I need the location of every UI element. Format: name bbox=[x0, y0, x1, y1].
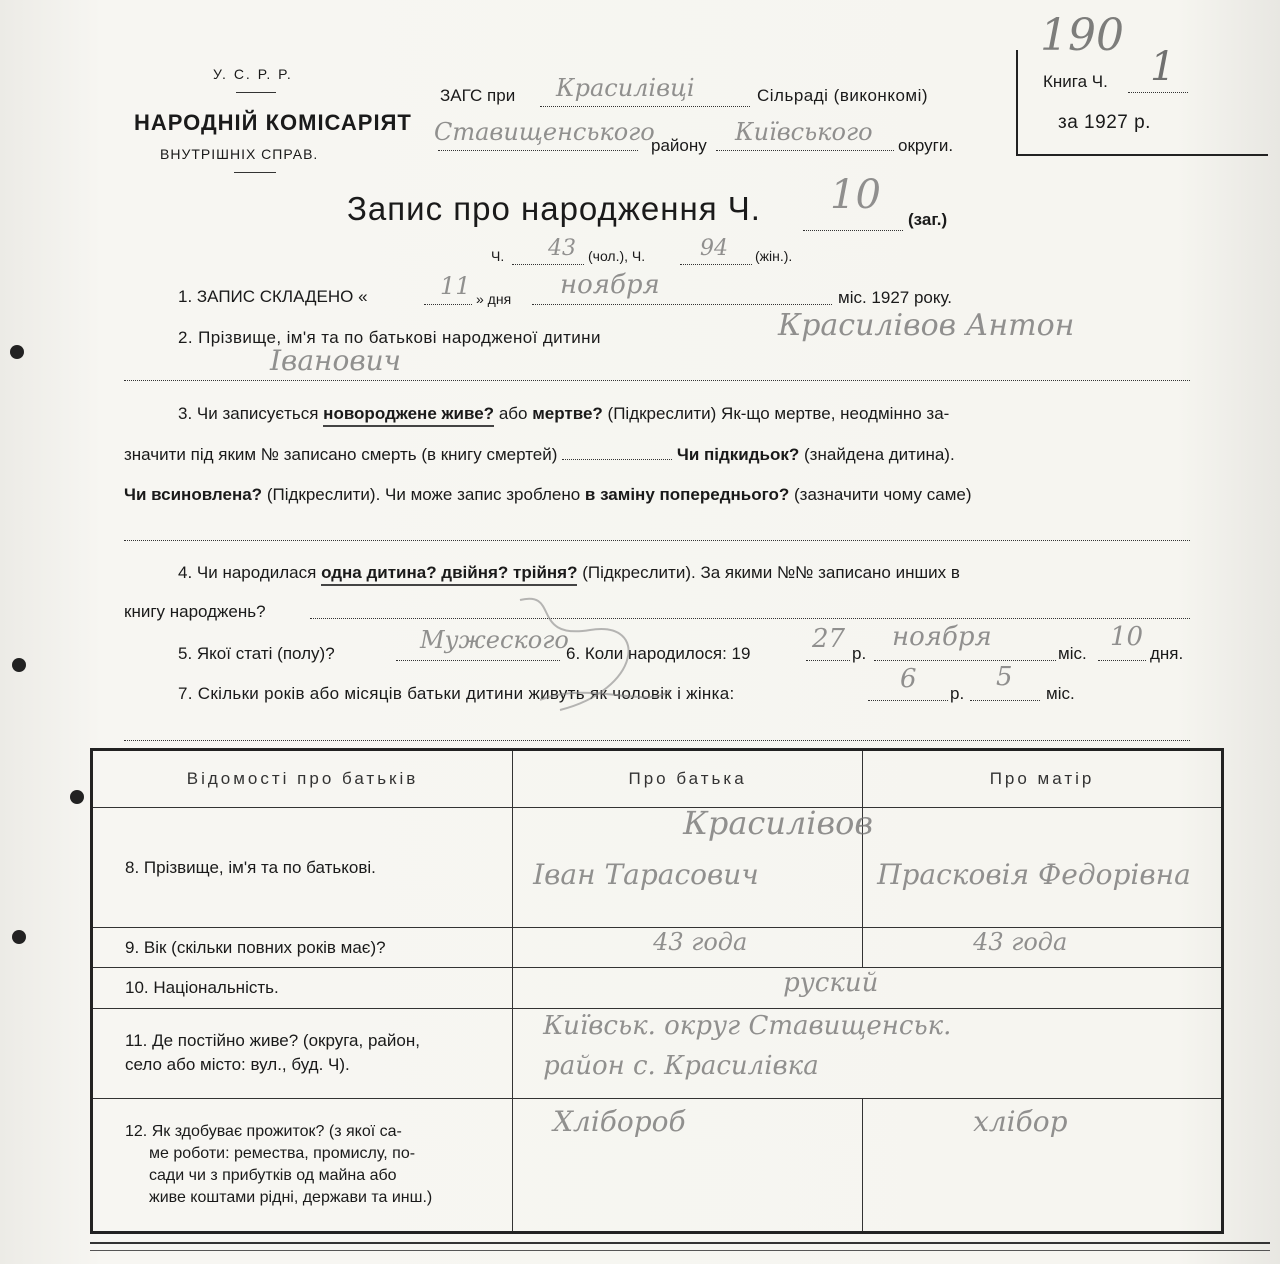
sex-handwritten: Мужеского bbox=[420, 626, 569, 654]
punch-hole bbox=[12, 930, 26, 944]
female-count-handwritten: 94 bbox=[700, 236, 728, 261]
item3-line3 bbox=[124, 485, 972, 505]
fill-line bbox=[716, 150, 894, 151]
table-row bbox=[92, 1098, 1223, 1232]
fill-line bbox=[124, 740, 1190, 741]
header-parents-info: Відомості про батьків bbox=[92, 750, 513, 808]
fill-line bbox=[310, 618, 1190, 619]
divider bbox=[234, 172, 276, 173]
birth-day-handwritten: 10 bbox=[1110, 622, 1144, 652]
book-label: Книга Ч. bbox=[1043, 72, 1108, 91]
fill-line bbox=[874, 660, 1056, 661]
title-zag: (заг.) bbox=[908, 210, 948, 229]
corner-page-number: 190 bbox=[1040, 10, 1124, 61]
row12-label-d: живе коштами рідні, держави та инш.) bbox=[149, 1188, 433, 1206]
father-surname-handwritten: Красилівов bbox=[683, 804, 874, 843]
book-number-handwritten: 1 bbox=[1150, 44, 1176, 90]
zags-prefix: ЗАГС при bbox=[440, 86, 516, 105]
row12-label-a: 12. Як здобуває прожиток? (з якої са- bbox=[125, 1122, 402, 1140]
male-count-handwritten: 43 bbox=[548, 236, 576, 261]
punch-hole bbox=[70, 790, 84, 804]
item3-or: або bbox=[498, 404, 528, 423]
fill-line bbox=[124, 540, 1190, 541]
sub-zhin: (жін.). bbox=[755, 248, 793, 264]
bottom-rule bbox=[90, 1250, 1270, 1251]
table-row bbox=[92, 928, 1223, 968]
item3-foundling: Чи підкидьок? bbox=[676, 445, 800, 464]
header-father: Про батька bbox=[513, 750, 863, 808]
table-row bbox=[92, 1008, 1223, 1098]
header-commissariat: НАРОДНІЙ КОМІСАРІЯТ bbox=[134, 110, 412, 135]
item7-r: р. bbox=[950, 684, 965, 703]
item4-text: 4. Чи народилася bbox=[178, 563, 317, 582]
parents-table bbox=[90, 748, 1224, 1234]
father-name-handwritten: Іван Тарасович bbox=[533, 858, 759, 892]
item3-found: (знайдена дитина). bbox=[804, 445, 955, 464]
years-handwritten: 6 bbox=[900, 664, 917, 694]
item6-m: міс. bbox=[1058, 644, 1087, 663]
item7-m: міс. bbox=[1046, 684, 1075, 703]
divider bbox=[236, 92, 276, 93]
fill-line bbox=[424, 304, 472, 305]
item7-label: 7. Скільки років або місяців батьки дитини живуть як чоловік і жінка: bbox=[178, 684, 735, 703]
item3-line2 bbox=[124, 445, 955, 465]
father-occupation-handwritten: Хлібороб bbox=[553, 1104, 686, 1138]
fill-line bbox=[803, 230, 903, 231]
item1-label-c: міс. 1927 року. bbox=[838, 288, 953, 307]
item3-text3: значити під яким № записано смерть (в книгу смертей) bbox=[124, 445, 558, 464]
birth-month-handwritten: ноября bbox=[892, 622, 992, 652]
item6-r: р. bbox=[852, 644, 867, 663]
header-ussr: У. С. Р. Р. bbox=[213, 66, 293, 82]
table-row bbox=[92, 808, 1223, 928]
child-patronymic-handwritten: Іванович bbox=[270, 344, 402, 377]
nationality-handwritten: руский bbox=[783, 968, 879, 999]
row8-label: 8. Прізвище, ім'я та по батькові. bbox=[125, 857, 376, 877]
mother-age-handwritten: 43 года bbox=[973, 928, 1068, 957]
zags-village-handwritten: Красилівці bbox=[556, 74, 695, 102]
fill-line bbox=[562, 459, 672, 460]
mother-name-handwritten: Прасковія Федорівна bbox=[877, 858, 1191, 892]
child-name-handwritten: Красилівов Антон bbox=[778, 308, 1075, 343]
punch-hole bbox=[10, 345, 24, 359]
table-header-row bbox=[92, 750, 1223, 808]
row11-label-b: село або місто: вул., буд. Ч). bbox=[125, 1055, 350, 1075]
residence-handwritten-2: район с. Красилівка bbox=[543, 1050, 819, 1081]
fill-line bbox=[124, 380, 1190, 381]
row12-label-c: сади чи з прибутків од майна або bbox=[149, 1166, 397, 1184]
zags-rada: Сільраді (виконкомі) bbox=[757, 86, 929, 105]
father-age-handwritten: 43 года bbox=[653, 928, 748, 957]
fill-line bbox=[540, 106, 750, 107]
zags-district-handwritten: Ставищенського bbox=[434, 118, 655, 146]
table-row bbox=[92, 968, 1223, 1008]
item3-dead: мертве? bbox=[532, 404, 603, 423]
sub-chol: (чол.), Ч. bbox=[588, 248, 646, 264]
record-month-handwritten: ноября bbox=[560, 270, 660, 300]
item1-label-b: » дня bbox=[476, 291, 512, 307]
header-mother: Про матір bbox=[863, 750, 1223, 808]
header-internal: ВНУТРІШНІХ СПРАВ. bbox=[160, 146, 319, 162]
row10-label: 10. Національність. bbox=[125, 977, 279, 997]
zags-raion: району bbox=[651, 136, 707, 155]
zags-okruga: округи. bbox=[898, 136, 954, 155]
record-number-handwritten: 10 bbox=[830, 172, 881, 218]
item4-options: одна дитина? двійня? трійня? bbox=[321, 563, 577, 586]
row9-label: 9. Вік (скільки повних років має)? bbox=[125, 937, 386, 957]
book-box bbox=[1016, 50, 1268, 156]
residence-handwritten-1: Київськ. округ Ставищенськ. bbox=[543, 1010, 952, 1041]
item4-text2: (Підкреслити). За якими №№ записано инших в bbox=[582, 563, 960, 582]
pencil-scribble bbox=[500, 580, 680, 730]
months-handwritten: 5 bbox=[996, 662, 1013, 692]
bottom-rule bbox=[90, 1242, 1270, 1244]
fill-line bbox=[868, 700, 948, 701]
item3-text: 3. Чи записується bbox=[178, 404, 319, 423]
fill-line bbox=[680, 264, 752, 265]
item3-alive: новороджене живе? bbox=[323, 404, 494, 427]
item3-replacement: в заміну попереднього? bbox=[584, 485, 790, 504]
item2-label: 2. Прізвище, ім'я та по батькові народженої дитини bbox=[178, 328, 601, 347]
fill-line bbox=[1098, 660, 1146, 661]
item3-text2: (Підкреслити) Як-що мертве, неодмінно за- bbox=[607, 404, 950, 423]
sub-ch: Ч. bbox=[491, 248, 505, 264]
row11-label-a: 11. Де постійно живе? (округа, район, bbox=[125, 1031, 420, 1051]
book-year: за 1927 р. bbox=[1058, 112, 1151, 133]
record-day-handwritten: 11 bbox=[440, 272, 471, 300]
item3-text5: (зазначити чому саме) bbox=[793, 485, 972, 504]
item6-d: дня. bbox=[1150, 644, 1184, 663]
item4-label2: книгу народжень? bbox=[124, 602, 266, 621]
item3-text4: (Підкреслити). Чи може запис зроблено bbox=[266, 485, 581, 504]
punch-hole bbox=[12, 658, 26, 672]
item3-line1 bbox=[178, 404, 949, 424]
fill-line bbox=[806, 660, 850, 661]
item1-label-a: 1. ЗАПИС СКЛАДЕНО « bbox=[178, 287, 368, 306]
fill-line bbox=[512, 264, 584, 265]
fill-line bbox=[438, 150, 638, 151]
zags-okruga-handwritten: Київського bbox=[735, 118, 873, 146]
item3-adopted: Чи всиновлена? bbox=[124, 485, 263, 504]
item6-label: 6. Коли народилося: 19 bbox=[566, 644, 751, 663]
fill-line bbox=[970, 700, 1040, 701]
row12-label-b: ме роботи: ремества, промислу, по- bbox=[149, 1144, 416, 1162]
mother-occupation-handwritten: хлібор bbox=[973, 1104, 1068, 1138]
birth-year-handwritten: 27 bbox=[812, 624, 846, 654]
fill-line bbox=[532, 304, 832, 305]
fill-line bbox=[1128, 92, 1188, 93]
item5-label: 5. Якої статі (полу)? bbox=[178, 644, 335, 663]
document-title: Запис про народження Ч. bbox=[347, 190, 761, 227]
